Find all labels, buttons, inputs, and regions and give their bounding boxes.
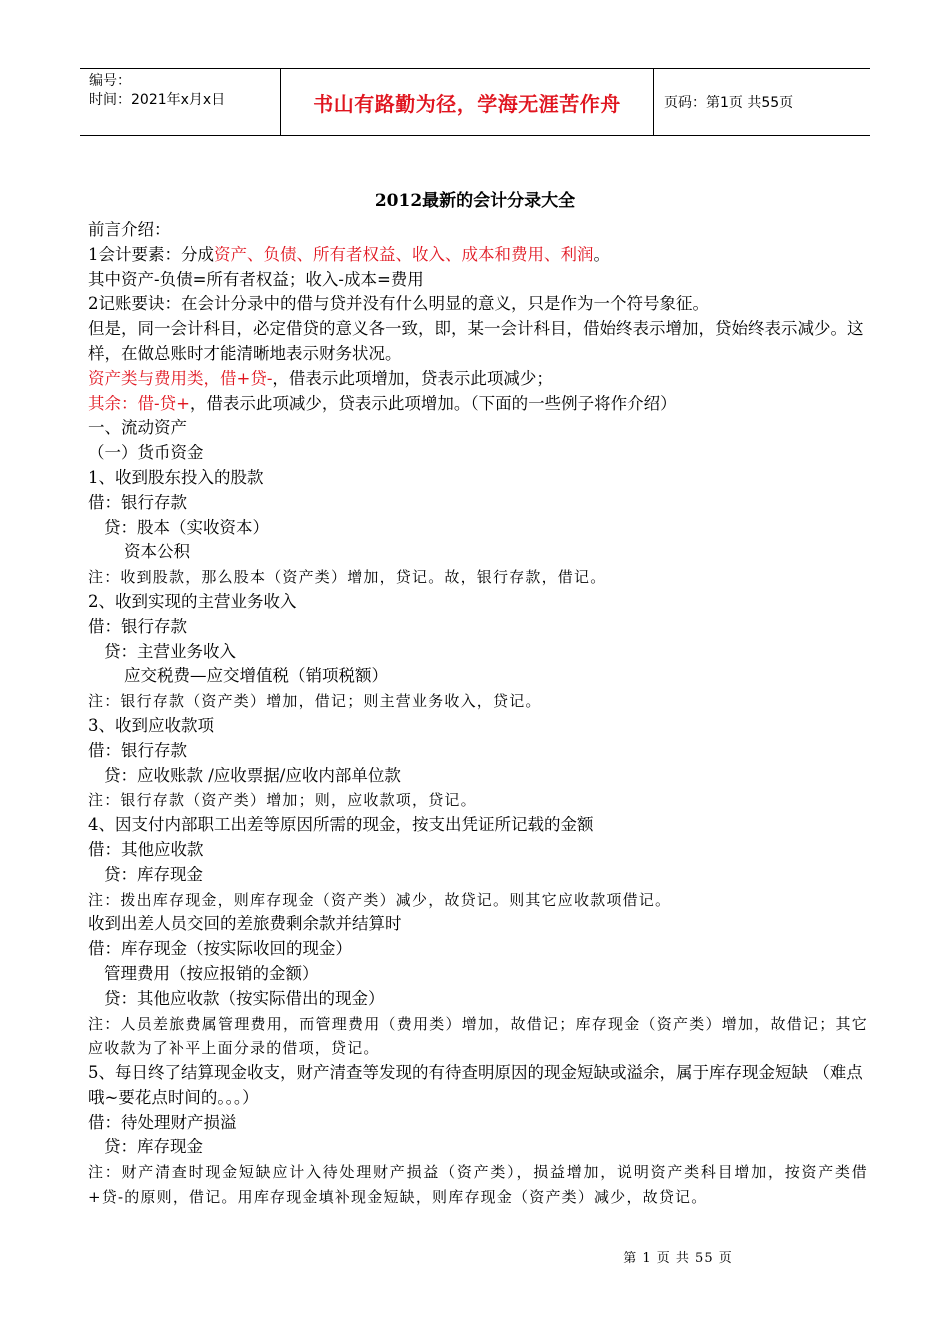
line-text: 贷：库存现金 xyxy=(104,1137,203,1157)
text-line xyxy=(88,937,868,962)
line-text: 其中资产-负债=所有者权益；收入-成本=费用 xyxy=(88,269,424,289)
text-line xyxy=(88,838,868,863)
line-text: ，借表示此项减少，贷表示此项增加。（下面的一些例子将作介绍） xyxy=(189,393,677,413)
document-body xyxy=(88,218,868,1210)
line-text: 管理费用（按应报销的金额） xyxy=(104,963,319,983)
line-text: 注：财产清查时现金短缺应计入待处理财产损益（资产类），损益增加，说明资产类科目增加，按资产类借+贷-的原则，借记。用库存现金填补现金短缺，则库存现金（资产类）减少，故贷记。 xyxy=(88,1163,868,1207)
note-paragraph xyxy=(88,1160,868,1210)
line-text: 注：银行存款（资产类）增加，借记；则主营业务收入，贷记。 xyxy=(88,692,542,711)
line-text: 贷：主营业务收入 xyxy=(104,641,236,661)
text-line xyxy=(88,292,868,317)
text-line xyxy=(88,367,868,392)
text-line xyxy=(88,615,868,640)
highlight-text: 资产、负债、所有者权益、收入、成本和费用、利润 xyxy=(214,244,594,264)
text-line xyxy=(88,441,868,466)
note-paragraph xyxy=(88,888,868,913)
line-text: 贷：股本（实收资本） xyxy=(104,517,269,537)
highlight-text: 资产类与费用类，借+贷- xyxy=(88,368,273,388)
text-line xyxy=(88,540,868,565)
line-text: 借：待处理财产损溢 xyxy=(88,1112,237,1132)
header-motto: 书山有路勤为径，学海无涯苦作舟 xyxy=(281,69,654,135)
line-text: 贷：其他应收款（按实际借出的现金） xyxy=(104,988,385,1008)
text-line xyxy=(88,590,868,615)
text-line xyxy=(88,863,868,888)
text-line xyxy=(88,739,868,764)
page-footer: 第 1 页 共 55 页 xyxy=(623,1251,733,1266)
text-line xyxy=(88,640,868,665)
text-line xyxy=(88,416,868,441)
text-line xyxy=(88,1135,868,1160)
text-line xyxy=(88,1111,868,1136)
text-line xyxy=(88,317,868,367)
text-line xyxy=(88,987,868,1012)
line-text: ，借表示此项增加，贷表示此项减少； xyxy=(272,368,553,388)
line-text: 借：银行存款 xyxy=(88,616,187,636)
text-line xyxy=(88,962,868,987)
line-text: 资本公积 xyxy=(124,542,190,562)
header-page-info: 页码：第1页 共55页 xyxy=(664,95,794,111)
line-text: 应交税费—应交增值税（销项税额） xyxy=(124,666,388,686)
line-text: 借：库存现金（按实际收回的现金） xyxy=(88,939,352,959)
line-text: 1会计要素：分成 xyxy=(88,244,214,264)
note-paragraph xyxy=(88,565,868,590)
text-line xyxy=(88,912,868,937)
line-text: 前言介绍： xyxy=(88,220,171,239)
text-line xyxy=(88,268,868,293)
line-text: 贷：库存现金 xyxy=(104,864,203,884)
text-line xyxy=(88,218,868,243)
document-time-label: 时间：2021年x月x日 xyxy=(89,92,226,108)
line-text: 注：拨出库存现金，则库存现金（资产类）减少，故贷记。则其它应收款项借记。 xyxy=(88,890,672,909)
line-text: 但是，同一会计科目，必定借贷的意义各一致，即，某一会计科目，借始终表示增加，贷始终表示减少。这样，在做总账时才能清晰地表示财务状况。 xyxy=(88,319,864,363)
text-line xyxy=(88,1061,868,1111)
document-number-label: 编号： xyxy=(89,73,131,89)
line-text: 4、因支付内部职工出差等原因所需的现金，按支出凭证所记载的金额 xyxy=(88,815,594,835)
header-table xyxy=(80,68,870,136)
note-paragraph xyxy=(88,689,868,714)
document-title: 2012最新的会计分录大全 xyxy=(374,191,576,211)
text-line xyxy=(88,764,868,789)
text-line xyxy=(88,516,868,541)
note-paragraph xyxy=(88,1012,868,1062)
line-text: 1、收到股东投入的股款 xyxy=(88,467,264,487)
line-text: 借：银行存款 xyxy=(88,492,187,512)
text-line xyxy=(88,466,868,491)
text-line xyxy=(88,714,868,739)
line-text: 借：银行存款 xyxy=(88,740,187,760)
line-text: 注：人员差旅费属管理费用，而管理费用（费用类）增加，故借记；库存现金（资产类）增加，故借记；其它应收款为了补平上面分录的借项，贷记。 xyxy=(88,1014,868,1058)
line-text: 收到出差人员交回的差旅费剩余款并结算时 xyxy=(88,914,402,934)
line-text: 5、每日终了结算现金收支，财产清查等发现的有待查明原因的现金短缺或溢余，属于库存现金短缺 （难点哦~要花点时间的。。。） xyxy=(88,1063,863,1107)
text-line xyxy=(88,243,868,268)
line-text: 。 xyxy=(593,244,610,264)
text-line xyxy=(88,664,868,689)
line-text: （一）货币资金 xyxy=(88,443,204,463)
line-text: 3、收到应收款项 xyxy=(88,715,214,735)
text-line xyxy=(88,392,868,417)
note-paragraph xyxy=(88,788,868,813)
header-left-cell xyxy=(80,69,281,135)
line-text: 注：收到股款，那么股本（资产类）增加，贷记。故，银行存款，借记。 xyxy=(88,568,607,587)
highlight-text: 其余：借-贷+ xyxy=(88,393,190,413)
line-text: 2记账要诀：在会计分录中的借与贷并没有什么明显的意义，只是作为一个符号象征。 xyxy=(88,294,709,314)
text-line xyxy=(88,491,868,516)
line-text: 一、流动资产 xyxy=(88,418,187,438)
line-text: 借：其他应收款 xyxy=(88,839,204,859)
text-line xyxy=(88,813,868,838)
line-text: 注：银行存款（资产类）增加；则，应收款项，贷记。 xyxy=(88,791,477,810)
line-text: 贷：应收账款 /应收票据/应收内部单位款 xyxy=(104,765,401,785)
line-text: 2、收到实现的主营业务收入 xyxy=(88,591,297,611)
